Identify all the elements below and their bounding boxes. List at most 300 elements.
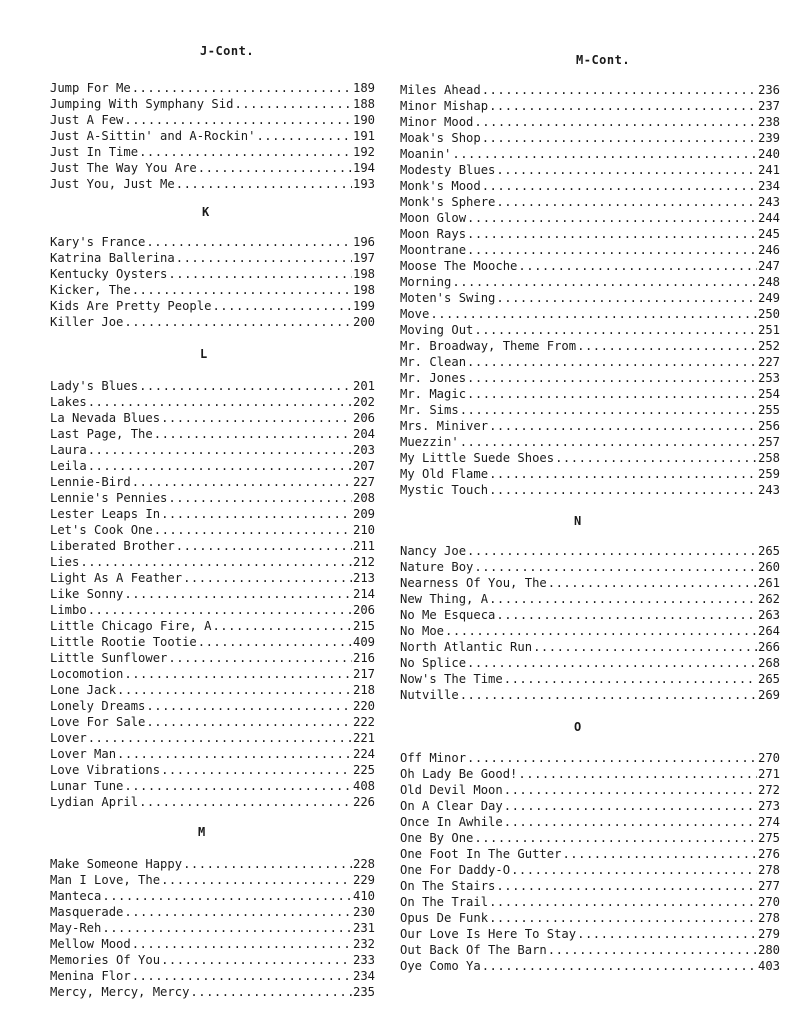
entry-title: On The Trail — [400, 895, 489, 909]
entry-title: Kicker, The — [50, 283, 131, 297]
entry-page-number: 249 — [757, 291, 780, 305]
entry-title: Mr. Broadway, Theme From — [400, 339, 577, 353]
index-entry — [50, 378, 375, 394]
entry-page-number: 275 — [757, 831, 780, 845]
entry-page-number: 197 — [352, 251, 375, 265]
entry-title: No Me Esqueca — [400, 608, 496, 622]
entry-title: Moanin' — [400, 147, 452, 161]
dot-leader — [161, 410, 352, 426]
entry-title: Menina Flor — [50, 969, 131, 983]
entry-title: Lennie's Pennies — [50, 491, 168, 505]
index-entry — [50, 904, 375, 920]
index-entry — [400, 354, 780, 370]
entry-title: Limbo — [50, 603, 87, 617]
index-entry — [400, 798, 780, 814]
entry-title: Jumping With Symphany Sid — [50, 97, 234, 111]
entry-page-number: 276 — [757, 847, 780, 861]
index-entry — [400, 687, 780, 703]
left-section-letter-m: M — [198, 825, 206, 839]
entry-page-number: 208 — [352, 491, 375, 505]
entry-page-number: 252 — [757, 339, 780, 353]
entry-title: Like Sonny — [50, 587, 124, 601]
index-entry — [400, 782, 780, 798]
dot-leader — [489, 894, 757, 910]
entry-page-number: 251 — [757, 323, 780, 337]
dot-leader — [489, 482, 757, 498]
entry-page-number: 259 — [757, 467, 780, 481]
dot-leader — [496, 878, 757, 894]
index-entry — [400, 750, 780, 766]
entry-page-number: 222 — [352, 715, 375, 729]
dot-leader — [132, 968, 352, 984]
dot-leader — [146, 714, 352, 730]
entry-page-number: 226 — [352, 795, 375, 809]
dot-leader — [161, 872, 352, 888]
entry-title: Man I Love, The — [50, 873, 161, 887]
dot-leader — [467, 242, 757, 258]
entry-title: Manteca — [50, 889, 102, 903]
index-entry — [400, 146, 780, 162]
entry-page-number: 189 — [352, 81, 375, 95]
entry-title: Love For Sale — [50, 715, 146, 729]
entry-title: Mellow Mood — [50, 937, 131, 951]
entry-title: Jump For Me — [50, 81, 131, 95]
entry-title: Just In Time — [50, 145, 139, 159]
entry-title: Lennie-Bird — [50, 475, 131, 489]
entry-title: Moontrane — [400, 243, 467, 257]
entry-title: Miles Ahead — [400, 83, 481, 97]
entry-page-number: 235 — [352, 985, 375, 999]
index-entry — [50, 506, 375, 522]
entry-title: Liberated Brother — [50, 539, 175, 553]
entry-title: Lonely Dreams — [50, 699, 146, 713]
index-entry — [50, 602, 375, 618]
dot-leader — [168, 266, 352, 282]
dot-leader — [124, 314, 352, 330]
dot-leader — [161, 506, 352, 522]
right-section-1 — [400, 543, 780, 703]
entry-title: One By One — [400, 831, 474, 845]
dot-leader — [474, 830, 757, 846]
index-entry — [50, 176, 375, 192]
entry-page-number: 246 — [757, 243, 780, 257]
entry-page-number: 202 — [352, 395, 375, 409]
dot-leader — [496, 607, 757, 623]
entry-page-number: 209 — [352, 507, 375, 521]
entry-page-number: 199 — [352, 299, 375, 313]
entry-page-number: 403 — [757, 959, 780, 973]
index-entry — [400, 418, 780, 434]
index-entry — [400, 639, 780, 655]
entry-title: Memories Of You — [50, 953, 161, 967]
entry-title: Leila — [50, 459, 87, 473]
entry-title: Oh Lady Be Good! — [400, 767, 518, 781]
entry-page-number: 236 — [757, 83, 780, 97]
entry-title: Monk's Sphere — [400, 195, 496, 209]
dot-leader — [124, 586, 352, 602]
entry-title: Nutville — [400, 688, 459, 702]
dot-leader — [504, 798, 757, 814]
dot-leader — [482, 82, 757, 98]
entry-title: Killer Joe — [50, 315, 124, 329]
entry-title: Lunar Tune — [50, 779, 124, 793]
dot-leader — [518, 258, 757, 274]
index-entry — [50, 666, 375, 682]
entry-title: Oye Como Ya — [400, 959, 481, 973]
index-entry — [400, 862, 780, 878]
entry-page-number: 237 — [757, 99, 780, 113]
dot-leader — [154, 522, 352, 538]
entry-page-number: 245 — [757, 227, 780, 241]
entry-page-number: 280 — [757, 943, 780, 957]
entry-page-number: 240 — [757, 147, 780, 161]
dot-leader — [154, 426, 352, 442]
dot-leader — [496, 290, 757, 306]
entry-title: One For Daddy-O — [400, 863, 511, 877]
right-column-header: M-Cont. — [576, 53, 631, 67]
index-entry — [400, 671, 780, 687]
entry-title: Kary's France — [50, 235, 146, 249]
index-entry — [400, 130, 780, 146]
entry-title: Our Love Is Here To Stay — [400, 927, 577, 941]
entry-page-number: 221 — [352, 731, 375, 745]
entry-title: Opus De Funk — [400, 911, 489, 925]
entry-title: Nancy Joe — [400, 544, 467, 558]
left-section-letter-l: L — [200, 347, 208, 361]
entry-page-number: 247 — [757, 259, 780, 273]
dot-leader — [504, 814, 757, 830]
dot-leader — [183, 570, 352, 586]
dot-leader — [117, 746, 352, 762]
dot-leader — [212, 618, 352, 634]
dot-leader — [102, 888, 352, 904]
index-entry — [50, 266, 375, 282]
dot-leader — [555, 450, 757, 466]
left-section-3 — [50, 856, 375, 1000]
entry-title: Muezzin' — [400, 435, 459, 449]
entry-title: Kentucky Oysters — [50, 267, 168, 281]
entry-page-number: 243 — [757, 195, 780, 209]
entry-title: No Moe — [400, 624, 445, 638]
left-section-1 — [50, 234, 375, 330]
dot-leader — [489, 910, 757, 926]
index-entry — [400, 210, 780, 226]
entry-title: Little Chicago Fire, A — [50, 619, 212, 633]
index-entry — [400, 575, 780, 591]
index-entry — [50, 128, 375, 144]
entry-page-number: 255 — [757, 403, 780, 417]
entry-title: No Splice — [400, 656, 467, 670]
dot-leader — [467, 386, 757, 402]
entry-page-number: 193 — [352, 177, 375, 191]
index-entry — [400, 910, 780, 926]
index-entry — [50, 714, 375, 730]
dot-leader — [445, 623, 757, 639]
entry-page-number: 244 — [757, 211, 780, 225]
dot-leader — [533, 639, 757, 655]
left-section-2 — [50, 378, 375, 810]
entry-page-number: 224 — [352, 747, 375, 761]
entry-page-number: 254 — [757, 387, 780, 401]
entry-page-number: 206 — [352, 411, 375, 425]
index-entry — [50, 234, 375, 250]
index-entry — [50, 522, 375, 538]
right-section-2 — [400, 750, 780, 974]
dot-leader — [489, 466, 757, 482]
entry-page-number: 190 — [352, 113, 375, 127]
dot-leader — [124, 904, 352, 920]
entry-page-number: 241 — [757, 163, 780, 177]
entry-page-number: 270 — [757, 895, 780, 909]
entry-title: Lakes — [50, 395, 87, 409]
index-entry — [50, 250, 375, 266]
dot-leader — [183, 856, 352, 872]
entry-title: Modesty Blues — [400, 163, 496, 177]
entry-page-number: 258 — [757, 451, 780, 465]
index-entry — [400, 274, 780, 290]
entry-page-number: 232 — [352, 937, 375, 951]
entry-page-number: 257 — [757, 435, 780, 449]
entry-page-number: 270 — [757, 751, 780, 765]
entry-page-number: 250 — [757, 307, 780, 321]
dot-leader — [452, 274, 757, 290]
entry-title: Lies — [50, 555, 80, 569]
dot-leader — [176, 538, 352, 554]
dot-leader — [577, 926, 757, 942]
index-entry — [50, 410, 375, 426]
entry-title: Little Rootie Tootie — [50, 635, 197, 649]
entry-page-number: 279 — [757, 927, 780, 941]
dot-leader — [467, 543, 757, 559]
entry-page-number: 271 — [757, 767, 780, 781]
index-entry — [50, 984, 375, 1000]
entry-title: Make Someone Happy — [50, 857, 183, 871]
index-entry — [400, 98, 780, 114]
entry-page-number: 234 — [757, 179, 780, 193]
entry-page-number: 207 — [352, 459, 375, 473]
entry-title: Moten's Swing — [400, 291, 496, 305]
index-entry — [50, 442, 375, 458]
dot-leader — [161, 952, 352, 968]
index-entry — [400, 178, 780, 194]
right-section-letter-n: N — [574, 514, 582, 528]
entry-page-number: 211 — [352, 539, 375, 553]
entry-page-number: 277 — [757, 879, 780, 893]
entry-page-number: 218 — [352, 683, 375, 697]
index-entry — [50, 96, 375, 112]
entry-page-number: 214 — [352, 587, 375, 601]
entry-title: Now's The Time — [400, 672, 503, 686]
dot-leader — [489, 418, 757, 434]
dot-leader — [88, 442, 352, 458]
entry-page-number: 263 — [757, 608, 780, 622]
entry-title: May-Reh — [50, 921, 102, 935]
dot-leader — [511, 862, 757, 878]
entry-page-number: 228 — [352, 857, 375, 871]
dot-leader — [562, 846, 757, 862]
index-entry — [400, 114, 780, 130]
entry-title: Laura — [50, 443, 87, 457]
dot-leader — [80, 554, 352, 570]
dot-leader — [474, 322, 757, 338]
entry-page-number: 201 — [352, 379, 375, 393]
entry-page-number: 220 — [352, 699, 375, 713]
index-entry — [50, 936, 375, 952]
index-entry — [400, 655, 780, 671]
entry-title: Move — [400, 307, 430, 321]
entry-title: Last Page, The — [50, 427, 153, 441]
dot-leader — [161, 762, 352, 778]
entry-page-number: 260 — [757, 560, 780, 574]
entry-page-number: 215 — [352, 619, 375, 633]
entry-title: Light As A Feather — [50, 571, 183, 585]
entry-page-number: 194 — [352, 161, 375, 175]
entry-page-number: 188 — [352, 97, 375, 111]
entry-title: Nature Boy — [400, 560, 474, 574]
left-section-0 — [50, 80, 375, 192]
entry-title: Lydian April — [50, 795, 139, 809]
dot-leader — [190, 984, 352, 1000]
index-entry — [50, 160, 375, 176]
entry-page-number: 204 — [352, 427, 375, 441]
index-entry — [50, 888, 375, 904]
index-entry — [400, 450, 780, 466]
entry-page-number: 278 — [757, 911, 780, 925]
dot-leader — [467, 210, 757, 226]
entry-title: My Old Flame — [400, 467, 489, 481]
index-entry — [50, 682, 375, 698]
index-entry — [400, 242, 780, 258]
dot-leader — [146, 698, 352, 714]
dot-leader — [504, 782, 757, 798]
index-entry — [400, 623, 780, 639]
index-entry — [50, 490, 375, 506]
index-entry — [50, 968, 375, 984]
index-entry — [50, 458, 375, 474]
entry-title: Moving Out — [400, 323, 474, 337]
entry-title: Moon Glow — [400, 211, 467, 225]
entry-title: Just You, Just Me — [50, 177, 175, 191]
entry-title: Mystic Touch — [400, 483, 489, 497]
entry-title: Minor Mishap — [400, 99, 489, 113]
dot-leader — [198, 634, 352, 650]
right-section-letter-o: O — [574, 720, 582, 734]
dot-leader — [496, 162, 757, 178]
index-entry — [400, 226, 780, 242]
dot-leader — [467, 750, 757, 766]
entry-title: My Little Suede Shoes — [400, 451, 555, 465]
dot-leader — [467, 370, 757, 386]
dot-leader — [430, 306, 757, 322]
entry-title: Moose The Mooche — [400, 259, 518, 273]
index-entry — [400, 194, 780, 210]
entry-title: Kids Are Pretty People — [50, 299, 212, 313]
dot-leader — [482, 178, 757, 194]
entry-page-number: 273 — [757, 799, 780, 813]
entry-title: Just A Few — [50, 113, 124, 127]
index-entry — [50, 314, 375, 330]
entry-page-number: 230 — [352, 905, 375, 919]
entry-page-number: 256 — [757, 419, 780, 433]
index-entry — [400, 82, 780, 98]
entry-page-number: 278 — [757, 863, 780, 877]
entry-page-number: 253 — [757, 371, 780, 385]
entry-title: Mr. Jones — [400, 371, 467, 385]
index-entry — [400, 370, 780, 386]
index-entry — [400, 482, 780, 498]
index-entry — [50, 538, 375, 554]
entry-title: Moak's Shop — [400, 131, 481, 145]
dot-leader — [124, 778, 352, 794]
index-entry — [400, 434, 780, 450]
dot-leader — [139, 794, 352, 810]
dot-leader — [482, 130, 757, 146]
entry-title: Let's Cook One — [50, 523, 153, 537]
entry-page-number: 408 — [352, 779, 375, 793]
entry-title: Lone Jack — [50, 683, 117, 697]
index-entry — [50, 920, 375, 936]
entry-title: Lover — [50, 731, 87, 745]
index-entry — [50, 778, 375, 794]
dot-leader — [482, 958, 757, 974]
dot-leader — [256, 128, 352, 144]
dot-leader — [460, 402, 757, 418]
dot-leader — [139, 378, 352, 394]
entry-page-number: 227 — [757, 355, 780, 369]
index-entry — [400, 846, 780, 862]
entry-page-number: 269 — [757, 688, 780, 702]
dot-leader — [496, 194, 757, 210]
entry-page-number: 409 — [352, 635, 375, 649]
entry-page-number: 212 — [352, 555, 375, 569]
index-entry — [50, 282, 375, 298]
index-entry — [50, 762, 375, 778]
dot-leader — [176, 176, 352, 192]
entry-title: Lester Leaps In — [50, 507, 161, 521]
index-entry — [50, 394, 375, 410]
entry-page-number: 210 — [352, 523, 375, 537]
entry-title: Little Sunflower — [50, 651, 168, 665]
index-entry — [50, 586, 375, 602]
entry-title: Mercy, Mercy, Mercy — [50, 985, 190, 999]
index-entry — [50, 698, 375, 714]
entry-page-number: 266 — [757, 640, 780, 654]
dot-leader — [88, 394, 352, 410]
index-entry — [50, 474, 375, 490]
dot-leader — [117, 682, 352, 698]
entry-title: On The Stairs — [400, 879, 496, 893]
entry-page-number: 272 — [757, 783, 780, 797]
entry-page-number: 410 — [352, 889, 375, 903]
entry-page-number: 248 — [757, 275, 780, 289]
index-entry — [400, 607, 780, 623]
index-entry — [400, 878, 780, 894]
dot-leader — [88, 602, 352, 618]
entry-title: Just A-Sittin' and A-Rockin' — [50, 129, 256, 143]
index-entry — [50, 112, 375, 128]
entry-title: Off Minor — [400, 751, 467, 765]
entry-title: North Atlantic Run — [400, 640, 533, 654]
index-entry — [400, 338, 780, 354]
entry-page-number: 239 — [757, 131, 780, 145]
entry-page-number: 238 — [757, 115, 780, 129]
entry-title: Minor Mood — [400, 115, 474, 129]
left-column-header: J-Cont. — [200, 44, 255, 58]
index-entry — [400, 926, 780, 942]
index-entry — [50, 570, 375, 586]
entry-page-number: 274 — [757, 815, 780, 829]
dot-leader — [132, 80, 352, 96]
